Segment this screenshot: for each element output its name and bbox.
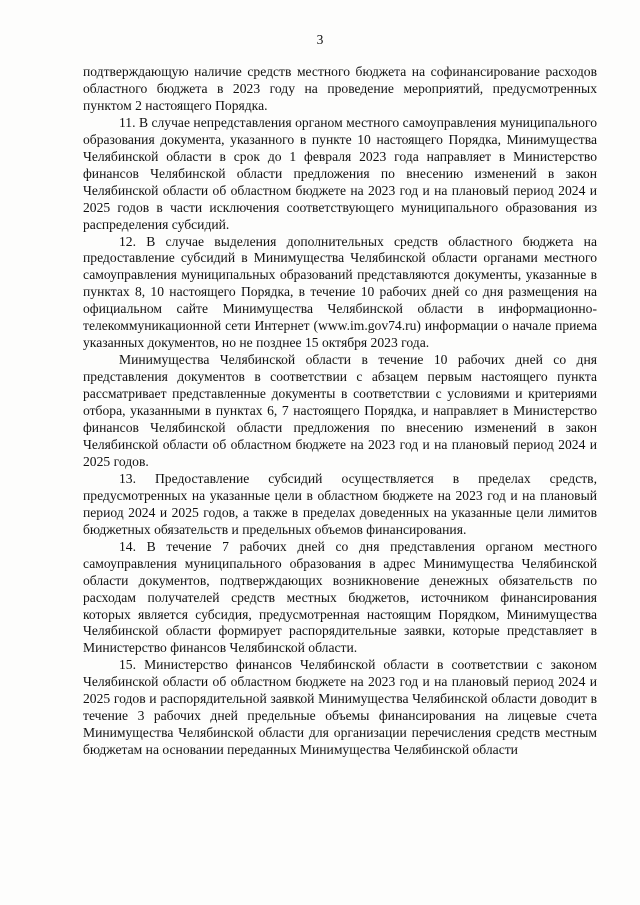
paragraph-item-15: 15. Министерство финансов Челябинской области в соответствии с законом Челябинской области об областном бюджете на 2023 год и на плановый период 2024 и 2025 годов и распорядительной заявкой Минимущества Челябинской области доводит в течение 3 рабочих дней предельные объемы финансирования на лицевые счета Минимущества Челябинской области для организации перечисления средств местным бюджетам на основании переданных Минимущества Челябинской области [83,657,597,758]
paragraph-item-14: 14. В течение 7 рабочих дней со дня представления органом местного самоуправления муниципального образования в адрес Минимущества Челябинской области документов, подтверждающих возникновение денежных обязательств по расходам получателей средств местных бюджетов, источником финансирования которых является субсидия, предусмотренная настоящим Порядком, Минимущества Челябинской области формирует распорядительные заявки, которые представляет в Министерство финансов Челябинской области. [83,538,597,656]
paragraph-item-12-part-2: Минимущества Челябинской области в течение 10 рабочих дней со дня представления документов в соответствии с абзацем первым настоящего пункта рассматривает представленные документы в соответствии с условиями и критериями отбора, указанными в пунктах 6, 7 настоящего Порядка, и направляет в Министерство финансов Челябинской области предложения по внесению изменений в закон Челябинской области об областном бюджете на 2023 год и на плановый период 2024 и 2025 годов. [83,352,597,469]
document-body [83,64,597,759]
paragraph-item-11: 11. В случае непредставления органом местного самоуправления муниципального образования документа, указанного в пункте 10 настоящего Порядка, Минимущества Челябинской области в срок до 1 февраля 2023 года направляет в Министерство финансов Челябинской области предложения по внесению изменений в закон Челябинской области об областном бюджете на 2023 год и на плановый период 2024 и 2025 годов в части исключения соответствующего муниципального образования из распределения субсидий. [83,114,597,232]
paragraph-item-12: 12. В случае выделения дополнительных средств областного бюджета на предоставление субсидий в Минимущества Челябинской области органами местного самоуправления муниципальных образований представляются документы, указанные в пунктах 8, 10 настоящего Порядка, в течение 10 рабочих дней со дня размещения на официальном сайте Минимущества Челябинской области в информационно-телекоммуникационной сети Интернет (www.im.gov74.ru) информации о начале приема указанных документов, но не позднее 15 октября 2023 года. [83,233,597,351]
paragraph-continuation: подтверждающую наличие средств местного бюджета на софинансирование расходов областного бюджета в 2023 году на проведение мероприятий, предусмотренных пунктом 2 настоящего Порядка. [83,64,597,113]
paragraph-item-13: 13. Предоставление субсидий осуществляется в пределах средств, предусмотренных на указанные цели в областном бюджете на 2023 год и на плановый период 2024 и 2025 годов, а также в пределах доведенных на указанные цели лимитов бюджетных обязательств и предельных объемов финансирования. [83,470,597,537]
page-number: 3 [316,32,324,47]
